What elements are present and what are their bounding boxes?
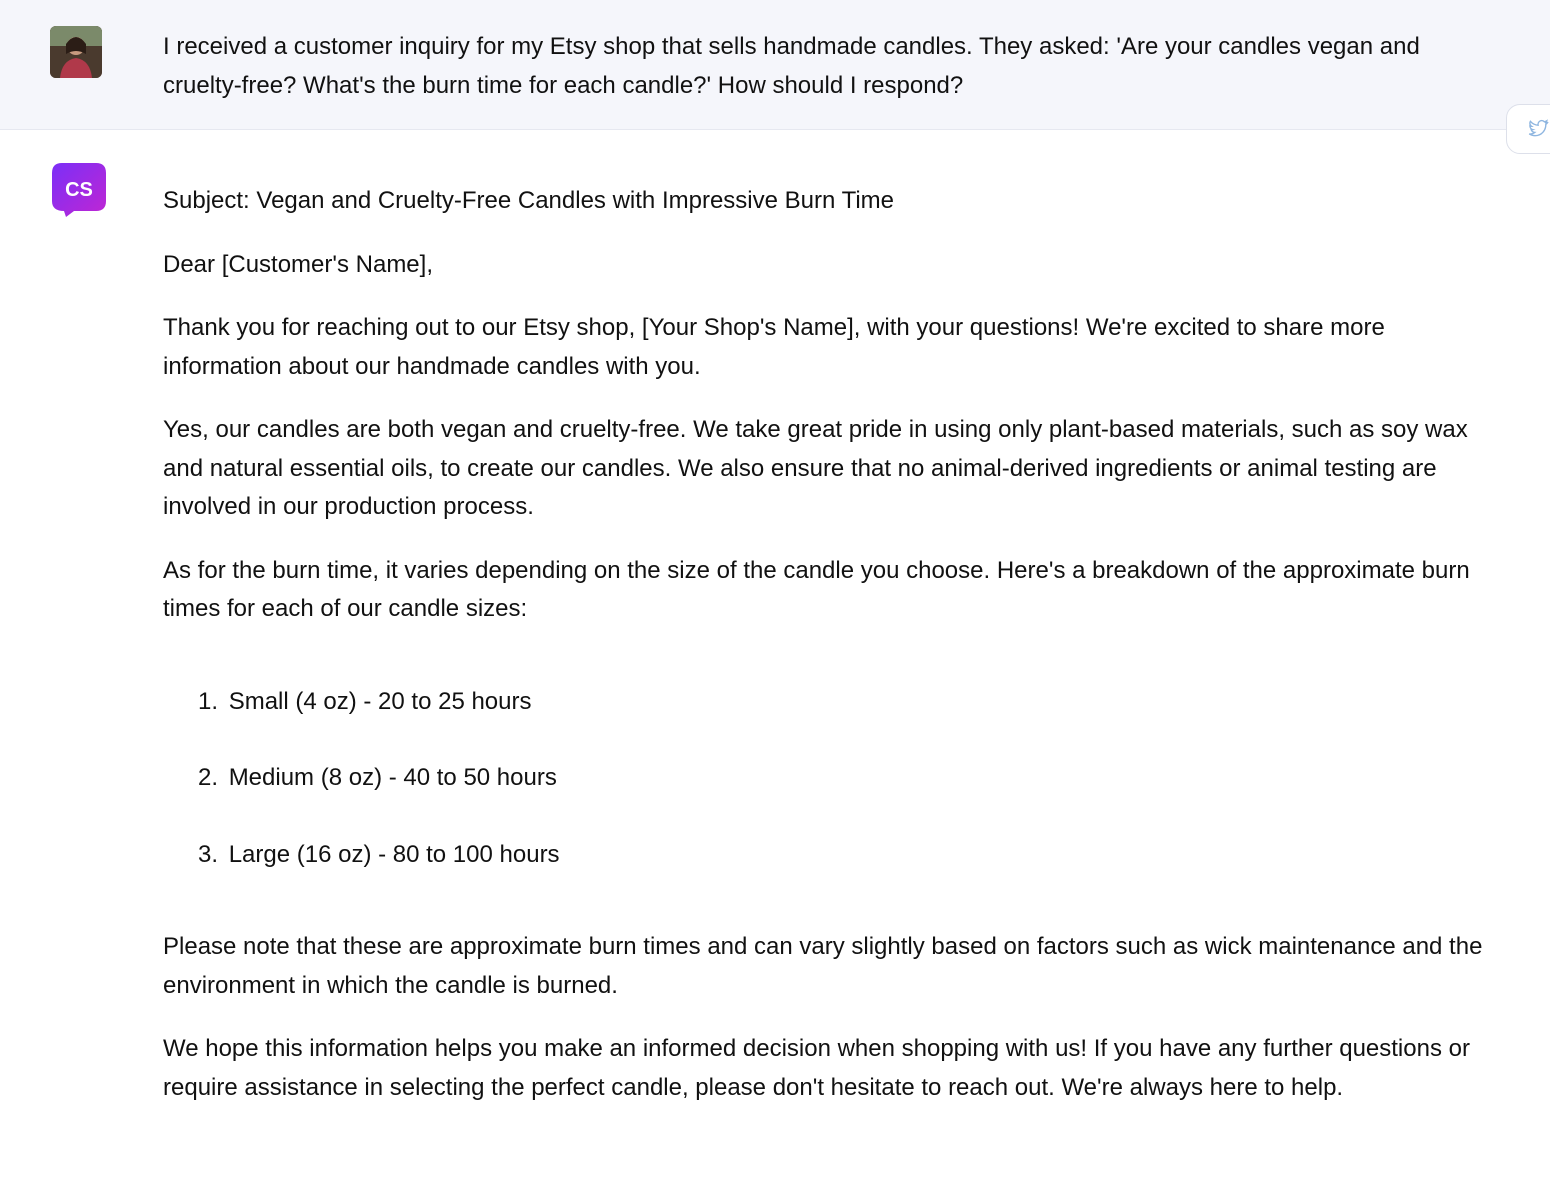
email-greeting: Dear [Customer's Name], <box>163 250 433 278</box>
assistant-message <box>163 182 1483 1132</box>
cs-logo-icon <box>52 163 106 217</box>
assistant-avatar <box>52 163 106 217</box>
list-text: Medium (8 oz) - 40 to 50 hours <box>228 764 557 791</box>
list-number: 1. <box>198 687 219 715</box>
list-text: Large (16 oz) - 80 to 100 hours <box>228 840 560 868</box>
list-number: 3. <box>198 840 219 868</box>
user-avatar <box>50 26 102 78</box>
paragraph-vegan: Yes, our candles are both vegan and cruelty-free. We take great pride in using only plant-based materials, such as soy wax and natural essential oils, to create our candles. We also ensure that no animal-derived ingredients or animal testing are involved in our production process. <box>163 416 1468 520</box>
paragraph-note: Please note that these are approximate burn times and can vary slightly based on factors such as wick maintenance and the environment in which the candle is burned. <box>163 933 1483 999</box>
svg-text:CS: CS <box>65 179 93 201</box>
paragraph-closing: We hope this information helps you make an informed decision when shopping with us! If you have any further questions or require assistance in selecting the perfect candle, please don't hesitate to reach out. We're always here to help. <box>163 1035 1470 1101</box>
burn-time-list <box>163 683 1483 875</box>
paragraph-burn-time: As for the burn time, it varies depending on the size of the candle you choose. Here's a breakdown of the approximate burn times for each of our candle sizes: <box>163 556 1470 622</box>
list-text: Small (4 oz) - 20 to 25 hours <box>228 687 532 715</box>
paragraph-intro: Thank you for reaching out to our Etsy shop, [Your Shop's Name], with your questions! We're excited to share more information about our handmade candles with you. <box>163 314 1385 380</box>
user-message <box>0 0 1550 130</box>
list-item <box>198 683 1483 722</box>
list-number: 2. <box>198 764 219 791</box>
twitter-icon <box>1527 117 1549 139</box>
user-avatar-photo-icon <box>50 26 102 78</box>
twitter-share-button[interactable] <box>1506 104 1550 154</box>
list-item <box>198 759 1483 798</box>
email-subject: Subject: Vegan and Cruelty-Free Candles with Impressive Burn Time <box>163 187 895 214</box>
user-message-text: I received a customer inquiry for my Etsy shop that sells handmade candles. They asked: 'Are your candles vegan and cruelty-free? What's the burn time for each candle?' How should I respond? <box>163 33 1420 99</box>
list-item <box>198 836 1483 875</box>
